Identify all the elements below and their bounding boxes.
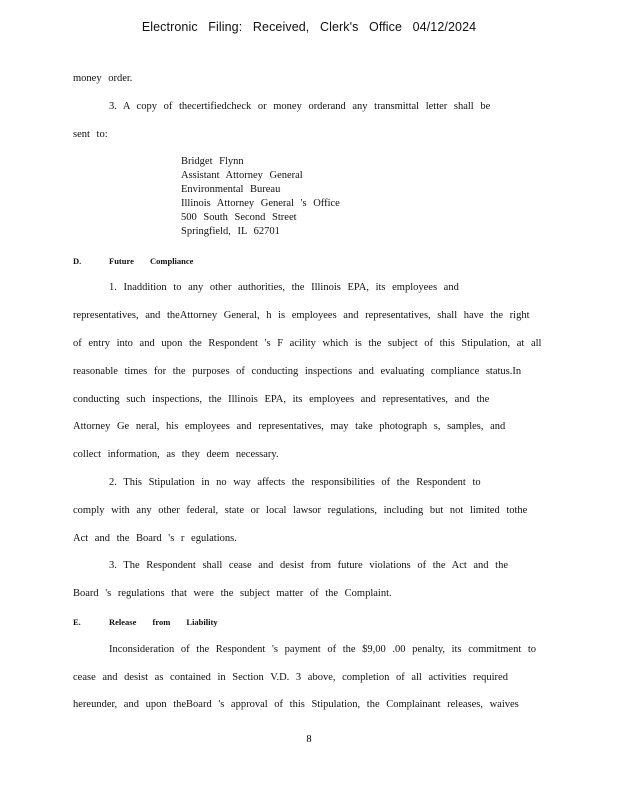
section-label: D. — [73, 256, 82, 266]
text-line: Board 's regulations that were the subject matter of the Complaint. — [73, 588, 392, 599]
section-label: E. — [73, 617, 81, 627]
address-name: Bridget Flynn — [181, 156, 244, 167]
text-line: collect information, as they deem necessary. — [73, 449, 279, 460]
section-heading-d — [73, 256, 193, 266]
address-bureau: Environmental Bureau — [181, 184, 281, 195]
paragraph-2-start: 2. This Stipulation in no way affects the responsibilities of the Respondent to — [109, 477, 481, 488]
text-line: Act and the Board 's r egulations. — [73, 533, 237, 544]
text-line: Attorney Ge neral, his employees and representatives, may take photograph s, samples, and — [73, 421, 506, 432]
text-line: money order. — [73, 73, 133, 84]
address-office: Illinois Attorney General 's Office — [181, 198, 340, 209]
address-title: Assistant Attorney General — [181, 170, 303, 181]
page-number: 8 — [306, 734, 312, 745]
text-line: sent to: — [73, 129, 108, 140]
text-line: hereunder, and upon theBoard 's approval of this Stipulation, the Complainant releases, waives — [73, 699, 519, 710]
address-city: Springfield, IL 62701 — [181, 226, 280, 237]
text-line: of entry into and upon the Respondent 's F acility which is the subject of this Stipulation, at all — [73, 338, 542, 349]
paragraph-3b-start: 3. The Respondent shall cease and desist from future violations of the Act and the — [109, 560, 509, 571]
paragraph-release-start: Inconsideration of the Respondent 's payment of the $9,00 .00 penalty, its commitment to — [109, 644, 537, 655]
text-line: representatives, and theAttorney General, h is employees and representatives, shall have the right — [73, 310, 530, 321]
section-title: Future Compliance — [109, 256, 194, 266]
address-street: 500 South Second Street — [181, 212, 297, 223]
section-heading-e — [73, 617, 218, 627]
paragraph-1-start: 1. Inaddition to any other authorities, the Illinois EPA, its employees and — [109, 282, 459, 293]
filing-stamp-header: Electronic Filing: Received, Clerk's Office 04/12/2024 — [141, 20, 477, 34]
text-line: comply with any other federal, state or local lawsor regulations, including but not limited tothe — [73, 505, 528, 516]
paragraph-3-start: 3. A copy of thecertifiedcheck or money orderand any transmittal letter shall be — [109, 101, 491, 112]
text-line: reasonable times for the purposes of conducting inspections and evaluating compliance status.In — [73, 366, 522, 377]
text-line: cease and desist as contained in Section V.D. 3 above, completion of all activities required — [73, 672, 508, 683]
text-line: conducting such inspections, the Illinois EPA, its employees and representatives, and the — [73, 394, 490, 405]
section-title: Release from Liability — [109, 617, 218, 627]
